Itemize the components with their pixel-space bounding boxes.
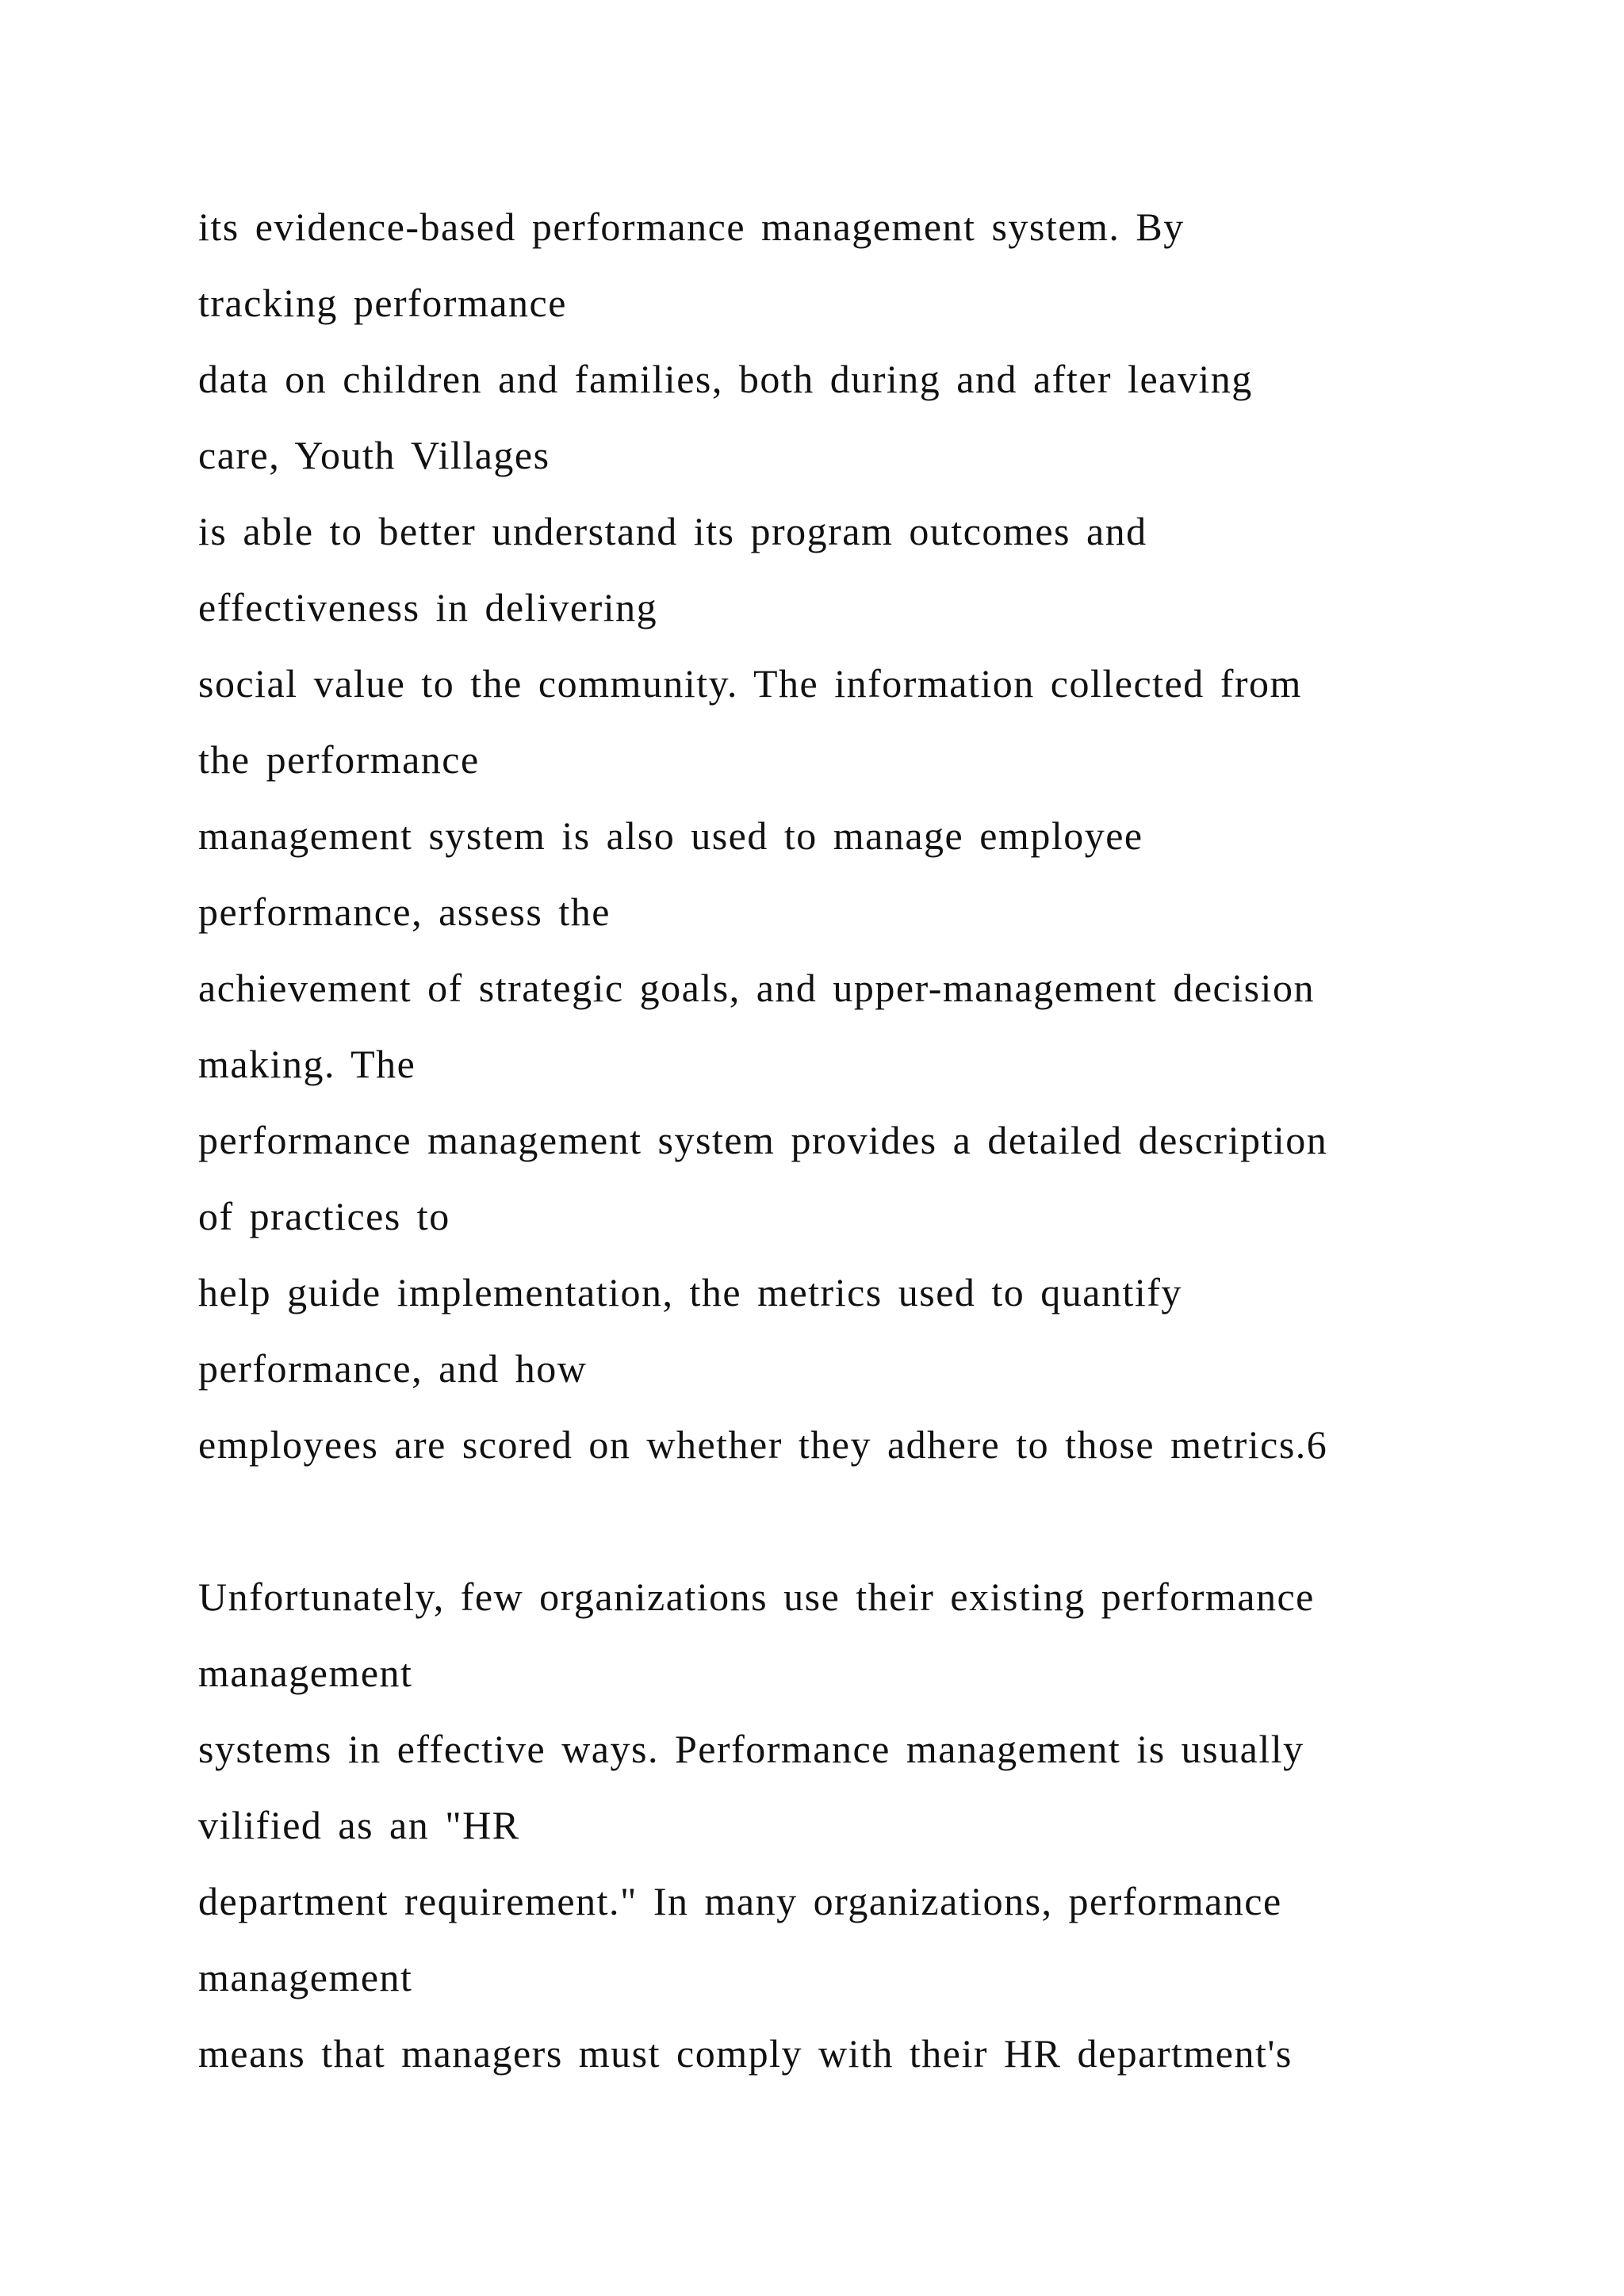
text-line: management bbox=[198, 1955, 413, 1999]
text-line: management system is also used to manage employee bbox=[198, 813, 1143, 858]
paragraph-gap bbox=[198, 1483, 1499, 1559]
text-line: management bbox=[198, 1651, 413, 1695]
text-line: social value to the community. The information collected from bbox=[198, 661, 1302, 706]
text-line: means that managers must comply with their HR department's bbox=[198, 2031, 1293, 2076]
text-line: employees are scored on whether they adhere to those metrics.6 bbox=[198, 1422, 1328, 1467]
text-line: making. The bbox=[198, 1042, 416, 1086]
text-line: Unfortunately, few organizations use their existing performance bbox=[198, 1575, 1315, 1619]
text-line: performance, assess the bbox=[198, 890, 611, 934]
text-line: help guide implementation, the metrics used to quantify bbox=[198, 1270, 1182, 1314]
text-line: performance management system provides a detailed description bbox=[198, 1118, 1328, 1162]
text-line: performance, and how bbox=[198, 1346, 588, 1391]
text-line: is able to better understand its program outcomes and bbox=[198, 509, 1147, 553]
text-line: data on children and families, both during and after leaving bbox=[198, 357, 1253, 401]
text-line: department requirement." In many organizations, performance bbox=[198, 1879, 1282, 1923]
text-line: achievement of strategic goals, and upper-management decision bbox=[198, 966, 1315, 1010]
paragraph-2 bbox=[198, 1559, 1499, 2091]
text-line: effectiveness in delivering bbox=[198, 585, 658, 629]
text-line: vilified as an "HR bbox=[198, 1803, 520, 1847]
text-line: of practices to bbox=[198, 1194, 450, 1238]
text-line: tracking performance bbox=[198, 281, 567, 325]
text-line: systems in effective ways. Performance management is usually bbox=[198, 1727, 1304, 1771]
paragraph-1 bbox=[198, 189, 1499, 1483]
text-line: care, Youth Villages bbox=[198, 433, 550, 477]
body-text bbox=[198, 189, 1499, 2091]
text-line: the performance bbox=[198, 737, 480, 782]
text-line: its evidence-based performance management system. By bbox=[198, 205, 1185, 249]
